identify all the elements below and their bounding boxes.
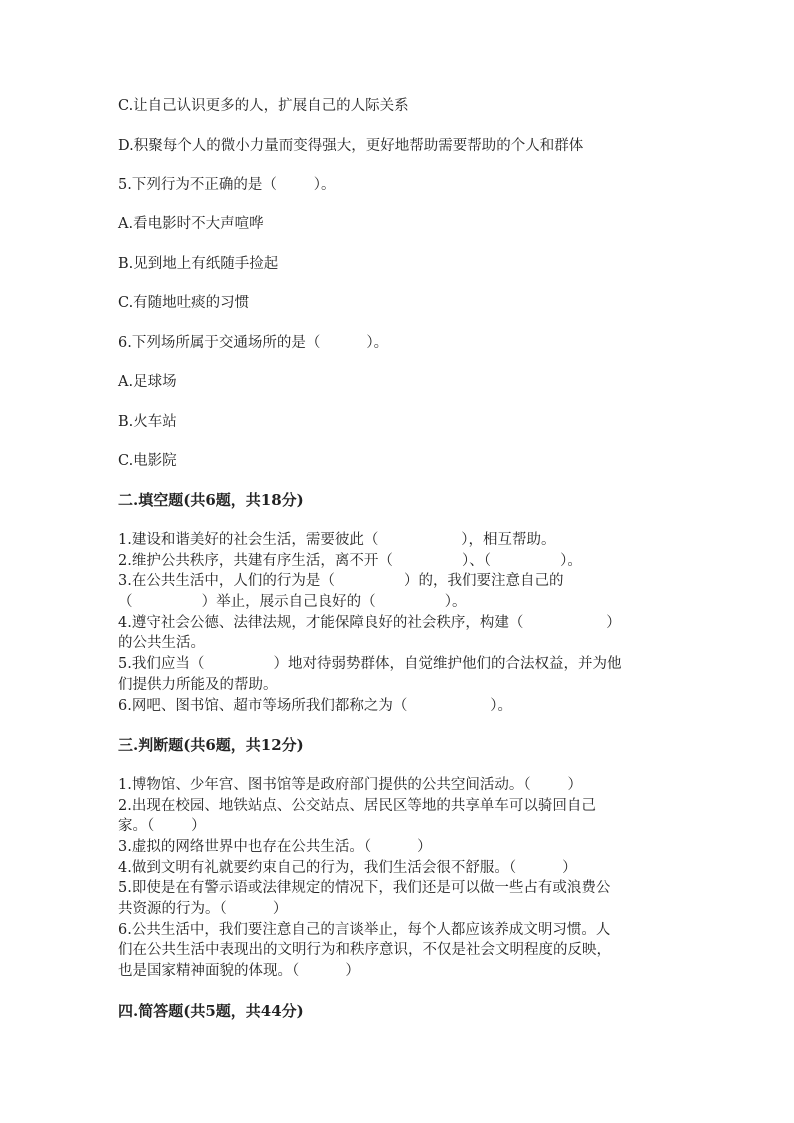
fill-line: 的公共生活。 xyxy=(118,635,205,651)
section3-title: 三.判断题(共6题，共12分) xyxy=(118,736,304,754)
judge-line: 5.即使是在有警示语或法律规定的情况下，我们还是可以做一些占有或浪费公 xyxy=(118,880,611,896)
fill-line: 2.维护公共秩序，共建有序生活，离不开（ ）、（ ）。 xyxy=(118,553,582,569)
judge-line: 们在公共生活中表现出的文明行为和秩序意识，不仅是社会文明程度的反映， xyxy=(118,942,611,958)
judge-line: 1.博物馆、少年宫、图书馆等是政府部门提供的公共空间活动。（ ） xyxy=(118,777,582,793)
judge-line: 3.虚拟的网络世界中也存在公共生活。（ ） xyxy=(118,839,432,855)
section4-title: 四.简答题(共5题，共44分) xyxy=(118,1002,304,1020)
judge-line: 家。（ ） xyxy=(118,818,206,834)
q5-option-c: C.有随地吐痰的习惯 xyxy=(118,295,250,311)
fill-line: 1.建设和谐美好的社会生活，需要彼此（ ），相互帮助。 xyxy=(118,532,556,548)
q6-stem: 6.下列场所属于交通场所的是（ ）。 xyxy=(118,335,389,351)
judge-line: 2.出现在校园、地铁站点、公交站点、居民区等地的共享单车可以骑回自己 xyxy=(118,798,596,814)
fill-line: （ ）举止，展示自己良好的（ ）。 xyxy=(118,594,467,610)
q5-option-b: B.见到地上有纸随手捡起 xyxy=(118,256,279,272)
q4-option-c: C.让自己认识更多的人，扩展自己的人际关系 xyxy=(118,98,409,114)
judge-line: 也是国家精神面貌的体现。（ ） xyxy=(118,963,360,979)
section2-title: 二.填空题(共6题，共18分) xyxy=(118,491,304,509)
fill-line: 4.遵守社会公德、法律法规，才能保障良好的社会秩序，构建（ ） xyxy=(118,615,621,631)
q6-option-b: B.火车站 xyxy=(118,414,177,430)
q4-option-d: D.积聚每个人的微小力量而变得强大，更好地帮助需要帮助的个人和群体 xyxy=(118,138,584,154)
q6-option-a: A.足球场 xyxy=(118,374,177,390)
judge-line: 6.公共生活中，我们要注意自己的言谈举止，每个人都应该养成文明习惯。人 xyxy=(118,922,611,938)
q5-stem: 5.下列行为不正确的是（ ）。 xyxy=(118,177,336,193)
q5-option-a: A.看电影时不大声喧哗 xyxy=(118,216,264,232)
fill-line: 6.网吧、图书馆、超市等场所我们都称之为（ ）。 xyxy=(118,698,513,714)
fill-line: 3.在公共生活中，人们的行为是（ ）的，我们要注意自己的 xyxy=(118,573,564,589)
judge-line: 共资源的行为。（ ） xyxy=(118,901,288,917)
fill-line: 5.我们应当（ ）地对待弱势群体，自觉维护他们的合法权益，并为他 xyxy=(118,656,622,672)
fill-line: 们提供力所能及的帮助。 xyxy=(118,677,278,693)
judge-line: 4.做到文明有礼就要约束自己的行为，我们生活会很不舒服。（ ） xyxy=(118,860,577,876)
q6-option-c: C.电影院 xyxy=(118,453,177,469)
